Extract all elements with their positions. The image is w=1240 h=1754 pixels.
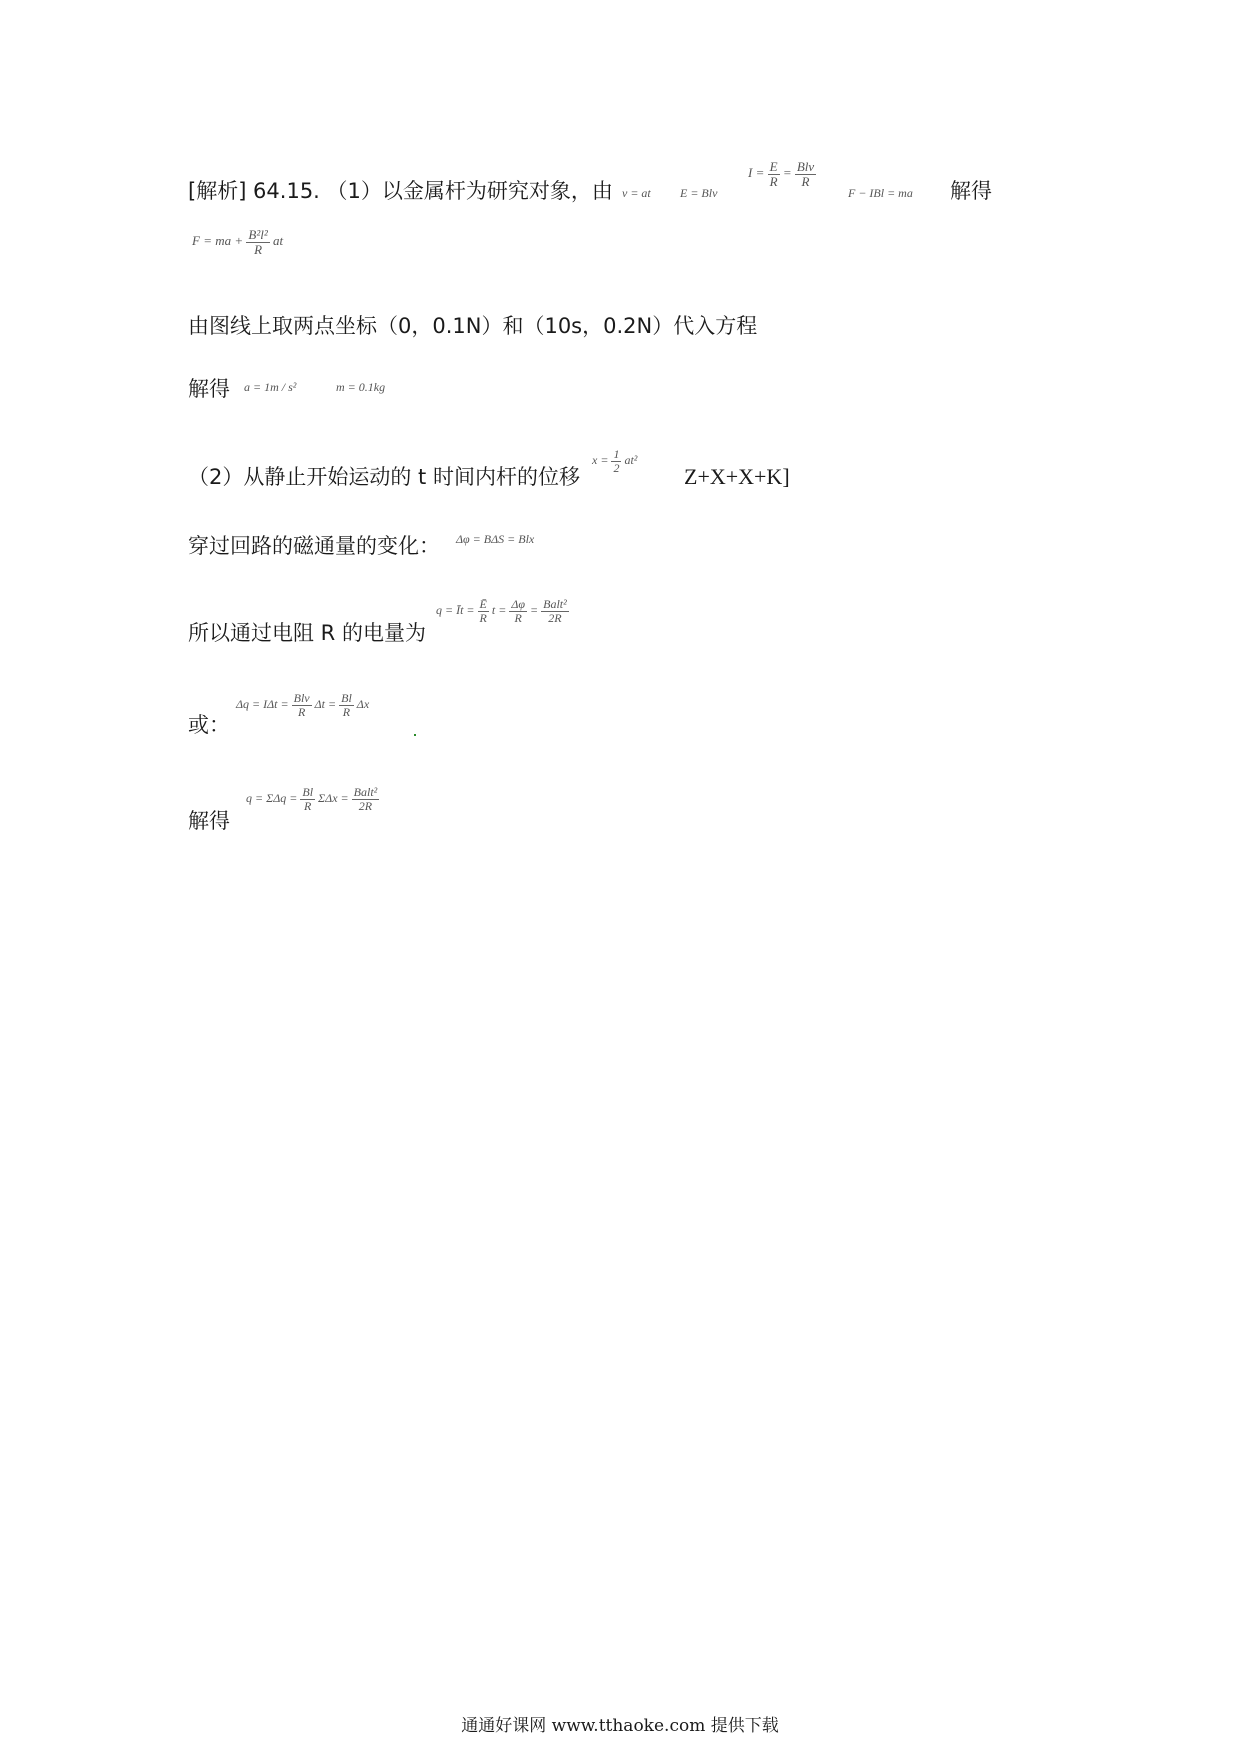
fraction: $\frac{\text{B²l²}}{R}$: [248, 227, 268, 257]
fraction: $\frac{\Delta\varphi}{R}$: [511, 597, 525, 625]
fraction: $\frac{\text{Balt²}}{2R}$: [543, 597, 567, 625]
equation-charge-increment: Δq = IΔt = $\frac{\text{Blv}}{R}$ Δt = $\frac{Bl}{R}$ Δx: [236, 691, 370, 719]
fraction: $\frac{\text{Balt²}}{2R}$: [353, 785, 378, 813]
displacement-text: （2）从静止开始运动的 t 时间内杆的位移: [188, 465, 580, 489]
stray-dot: [414, 734, 416, 736]
flux-change-text: 穿过回路的磁通量的变化：: [188, 534, 440, 558]
page-footer: 通通好课网 www.tthaoke.com 提供下载: [461, 1716, 779, 1736]
equation-current: I = $\frac{E}{R}$ = $\frac{\text{Blv}}{R}$: [748, 159, 815, 189]
equation-flux: Δφ = BΔS = Blx: [456, 532, 535, 546]
solve-label: 解得: [950, 179, 992, 203]
equation-v-at: v = at: [622, 186, 651, 200]
equation-e-blv: E = Blv: [680, 186, 718, 200]
equation-charge-sum: q = ΣΔq = $\frac{Bl}{R}$ ΣΔx = $\frac{\text{Balt²}}{2R}$: [246, 785, 378, 813]
fraction: $\frac{\text{Blv}}{R}$: [293, 691, 310, 719]
equation-acceleration: a = 1m / s²: [244, 380, 297, 394]
fraction: $\frac{\text{Blv}}{R}$: [796, 159, 815, 189]
coordinates-text: 由图线上取两点坐标（0，0.1N）和（10s，0.2N）代入方程: [188, 314, 758, 338]
fraction: $\frac{Ē}{R}$: [479, 597, 487, 625]
solve-label: 解得: [188, 809, 230, 833]
fraction: $\frac{Bl}{R}$: [302, 785, 314, 813]
watermark-mark: Z+X+X+K]: [684, 464, 790, 489]
fraction: $\frac{1}{2}$: [613, 447, 620, 475]
equation-force-balance: F − IBl = ma: [848, 186, 913, 200]
fraction: $\frac{Bl}{R}$: [341, 691, 352, 719]
equation-force: F = ma + $\frac{\text{B²l²}}{R}$ at: [192, 227, 284, 257]
solve-label: 解得: [188, 377, 230, 401]
analysis-intro: [解析] 64.15. （1）以金属杆为研究对象，由: [188, 179, 613, 203]
equation-charge: q = Īt = $\frac{Ē}{R}$ t = $\frac{\Delta\varphi}{R}$ = $\frac{\text{Balt²}}{2R}$: [436, 597, 567, 625]
fraction: $\frac{E}{R}$: [769, 159, 778, 189]
equation-displacement: x = $\frac{1}{2}$ at²: [592, 447, 638, 475]
or-label: 或：: [188, 713, 230, 737]
charge-text: 所以通过电阻 R 的电量为: [188, 621, 426, 645]
equation-mass: m = 0.1kg: [336, 380, 386, 394]
